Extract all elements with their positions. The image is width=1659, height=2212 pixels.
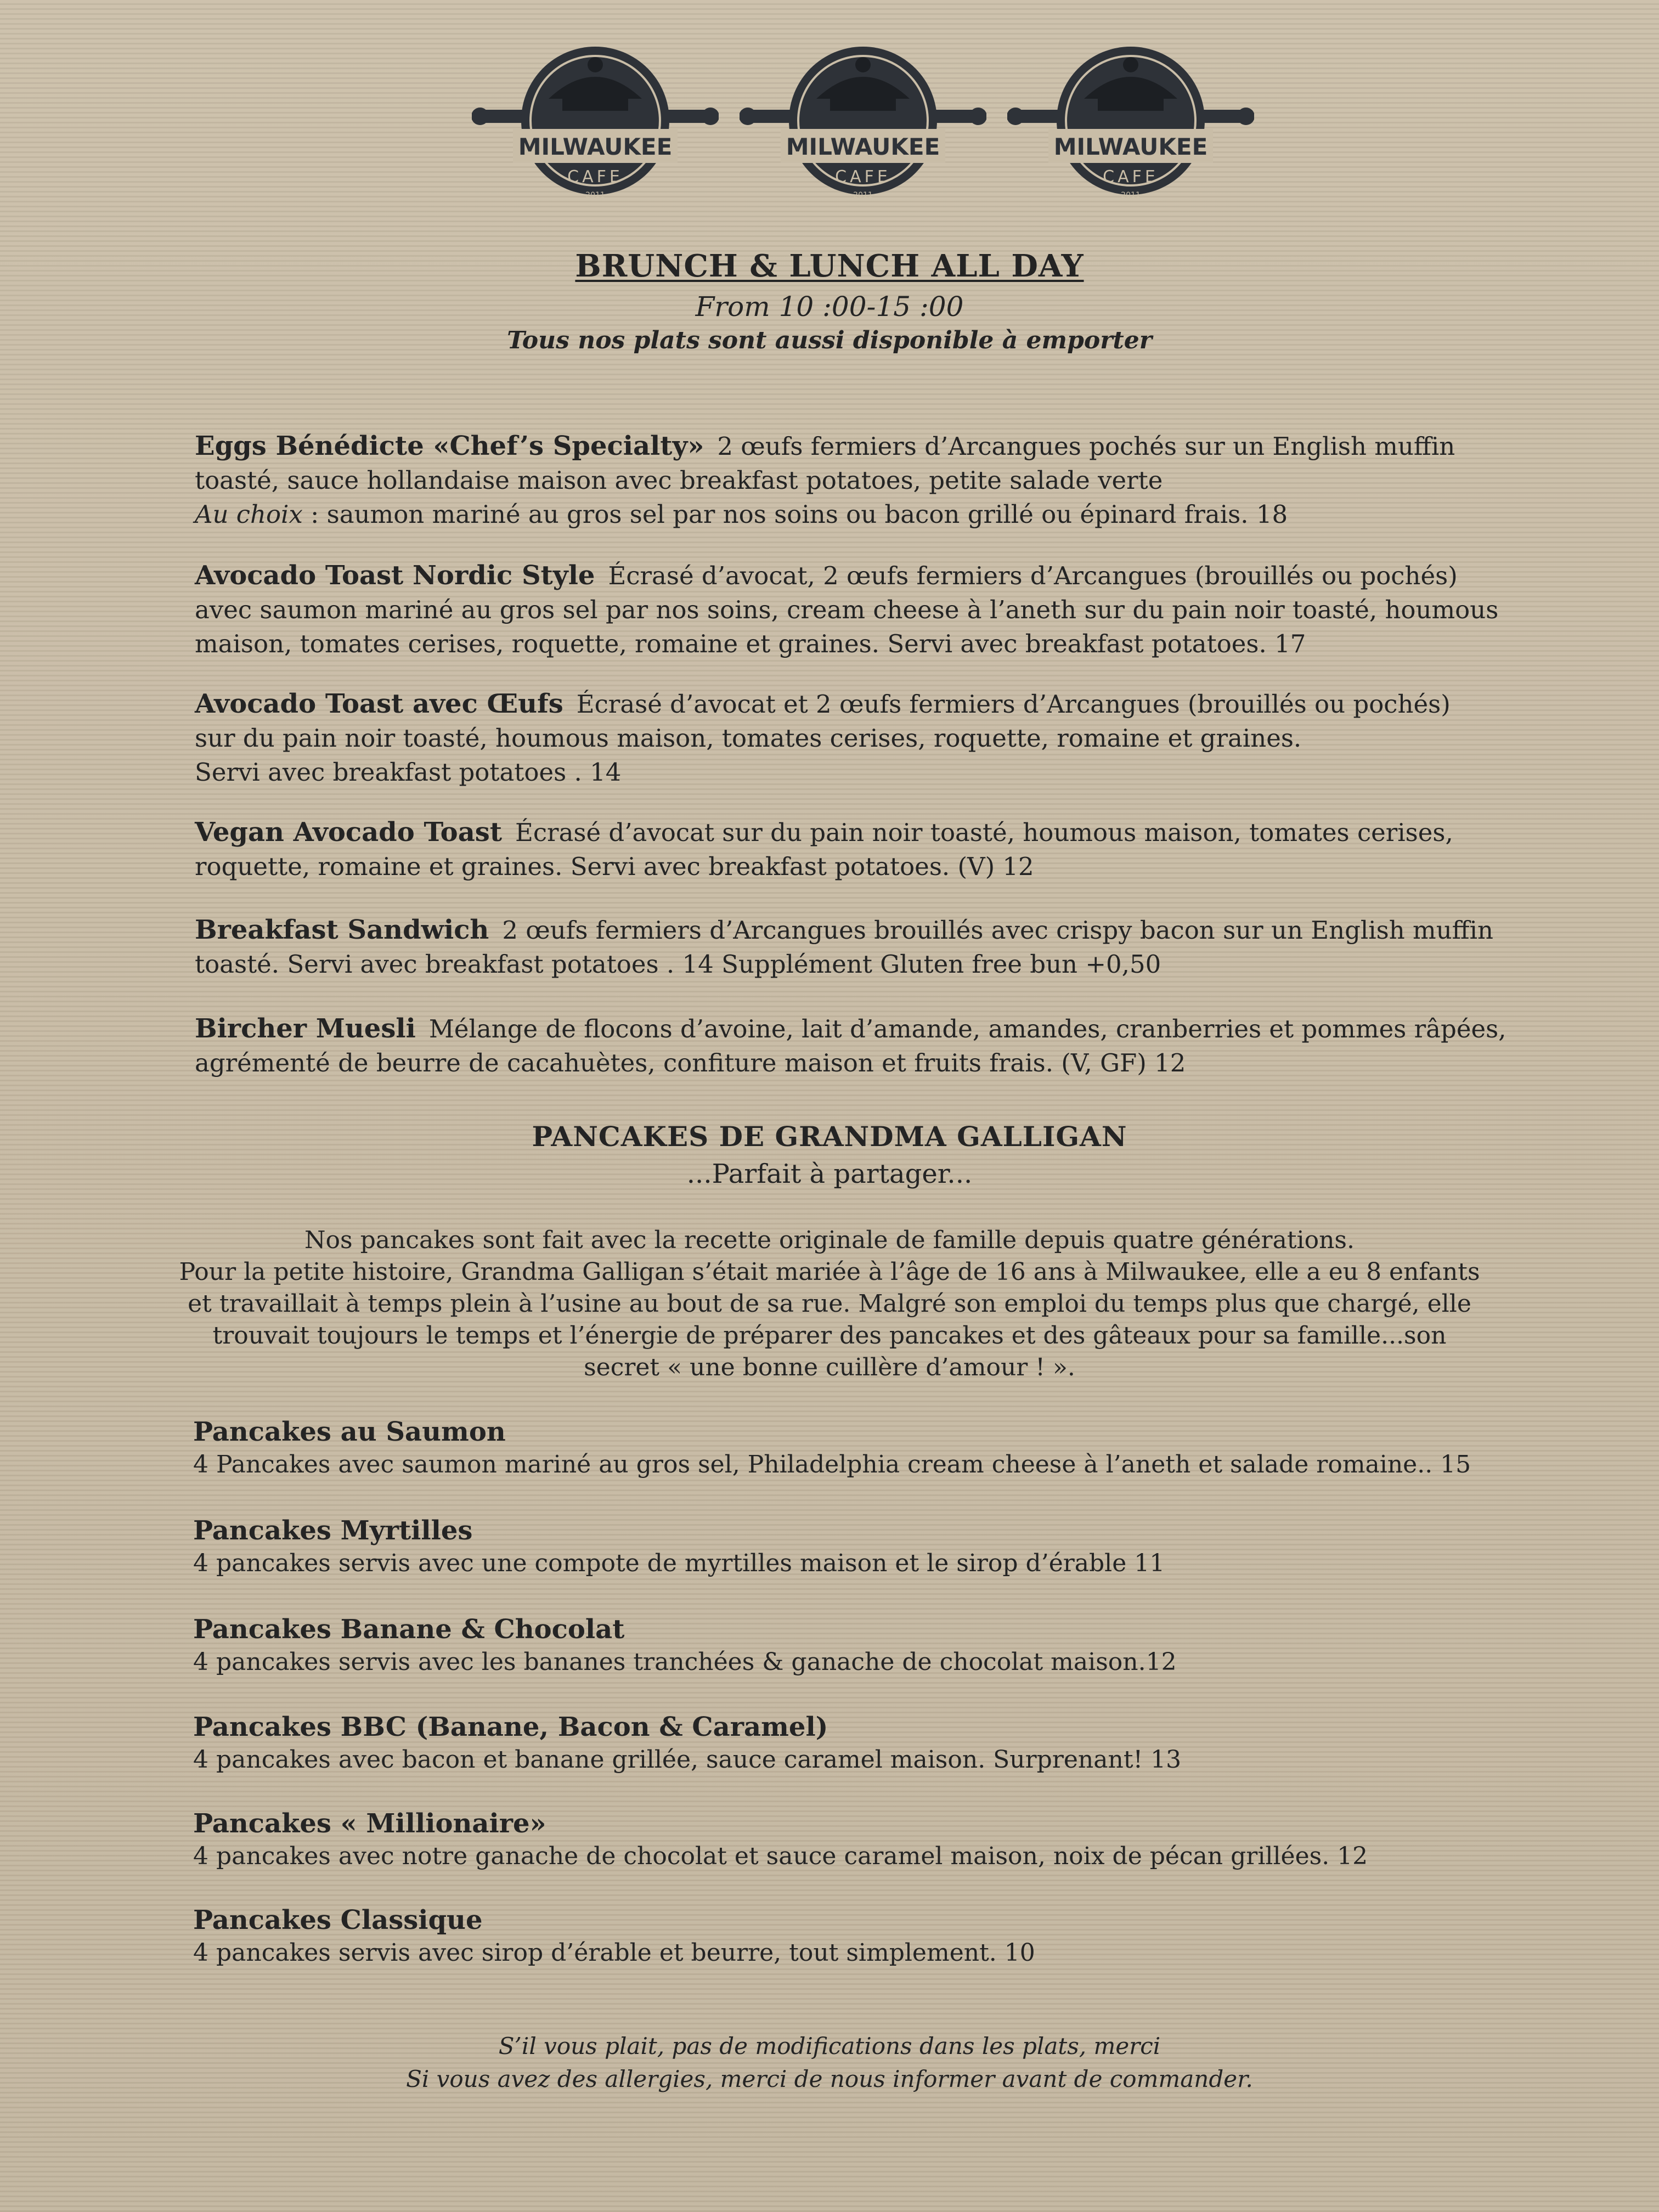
pancake-item-millionaire	[193, 1807, 1554, 1873]
pancake-item-myrtilles	[193, 1514, 1554, 1580]
pancakes-story: Nos pancakes sont fait avec la recette originale de famille depuis quatre générations. Pour la petite histoire, Grandma Galligan s’était mariée à l’âge de 16 ans à Milwaukee, elle a eu 8 enfants et travaillait à temps plein à l’usine au bout de sa rue. Malgré son emploi du temps plus que chargé, elle trouvait toujours le temps et l’énergie de préparer des pancakes et des gâteaux pour sa famille...son secret « une bonne cuillère d’amour ! ».	[179, 1226, 1480, 1381]
svg-text:CAFE: CAFE	[1103, 167, 1159, 187]
logo-row	[0, 38, 1659, 203]
milwaukee-cafe-logo	[1007, 38, 1254, 203]
item-description: 4 Pancakes avec saumon mariné au gros sel, Philadelphia cream cheese à l’aneth et salade romaine.. 15	[193, 1451, 1471, 1479]
svg-text:2011: 2011	[1121, 191, 1141, 200]
svg-text:CAFE: CAFE	[835, 167, 891, 187]
item-name: Pancakes Banane & Chocolat	[193, 1614, 625, 1645]
footer-allergies: Si vous avez des allergies, merci de nous informer avant de commander.	[406, 2066, 1253, 2092]
menu-item-bircher-muesli	[195, 1012, 1544, 1080]
menu-item-vegan-avocado	[195, 815, 1544, 884]
svg-text:2011: 2011	[853, 191, 873, 200]
item-name: Breakfast Sandwich	[195, 915, 489, 945]
item-name: Eggs Bénédicte «Chef’s Specialty»	[195, 431, 704, 461]
milwaukee-cafe-logo	[472, 38, 719, 203]
pancake-item-bbc	[193, 1711, 1554, 1776]
item-name: Avocado Toast Nordic Style	[195, 560, 595, 591]
opening-hours: From 10 :00-15 :00	[695, 291, 964, 323]
item-description: 4 pancakes servis avec une compote de myrtilles maison et le sirop d’érable 11	[193, 1549, 1165, 1577]
pancake-item-classique	[193, 1904, 1554, 1970]
pancakes-section-title: PANCAKES DE GRANDMA GALLIGAN	[532, 1120, 1127, 1153]
item-description: 4 pancakes avec bacon et banane grillée, sauce caramel maison. Surprenant! 13	[193, 1746, 1182, 1774]
item-name: Pancakes au Saumon	[193, 1417, 506, 1447]
choice-label: Au choix	[195, 500, 303, 529]
item-name: Pancakes Classique	[193, 1905, 483, 1936]
item-description: 4 pancakes avec notre ganache de chocolat et sauce caramel maison, noix de pécan grillées. 12	[193, 1842, 1368, 1870]
item-name: Bircher Muesli	[195, 1013, 416, 1044]
item-name: Pancakes Myrtilles	[193, 1515, 473, 1546]
item-description: Écrasé d’avocat et 2 œufs fermiers d’Arcangues (brouillés ou pochés) sur du pain noir toasté, houmous maison, tomates cerises, roquette, romaine et graines. Servi avec breakfast potatoes . 14	[195, 690, 1451, 787]
item-name: Avocado Toast avec Œufs	[195, 689, 563, 719]
svg-text:MILWAUKEE: MILWAUKEE	[786, 133, 940, 160]
item-description: Écrasé d’avocat sur du pain noir toasté, houmous maison, tomates cerises, roquette, romaine et graines. Servi avec breakfast potatoes. (V) 12	[195, 818, 1453, 881]
item-name: Pancakes BBC (Banane, Bacon & Caramel)	[193, 1712, 828, 1742]
item-name: Pancakes « Millionaire»	[193, 1808, 546, 1839]
logo-text: MILWAUKEE	[518, 133, 673, 160]
takeaway-note: Tous nos plats sont aussi disponible à emporter	[507, 326, 1152, 354]
pancakes-section-subtitle: ...Parfait à partager...	[686, 1159, 973, 1189]
menu-item-avocado-nordic	[195, 558, 1544, 661]
item-description: 4 pancakes servis avec sirop d’érable et beurre, tout simplement. 10	[193, 1939, 1035, 1967]
footer-no-modifications: S’il vous plait, pas de modifications dans les plats, merci	[498, 2033, 1161, 2059]
item-description: Écrasé d’avocat, 2 œufs fermiers d’Arcangues (brouillés ou pochés) avec saumon mariné au gros sel par nos soins, cream cheese à l’aneth sur du pain noir toasté, houmous maison, tomates cerises, roquette, romaine et graines. Servi avec breakfast potatoes. 17	[195, 561, 1499, 658]
svg-text:2011: 2011	[585, 191, 605, 200]
footer-notes	[0, 2030, 1659, 2096]
item-description: Mélange de flocons d’avoine, lait d’amande, amandes, cranberries et pommes râpées, agrémenté de beurre de cacahuètes, confiture maison et fruits frais. (V, GF) 12	[195, 1014, 1506, 1077]
svg-text:CAFE: CAFE	[567, 167, 623, 187]
item-description: 2 œufs fermiers d’Arcangues brouillés avec crispy bacon sur un English muffin toasté. Servi avec breakfast potatoes . 14 Supplément Gluten free bun +0,50	[195, 916, 1494, 979]
menu-item-avocado-oeufs	[195, 687, 1544, 789]
menu-item-breakfast-sandwich	[195, 913, 1544, 981]
menu-title: BRUNCH & LUNCH ALL DAY	[575, 248, 1084, 284]
pancake-item-banane-chocolat	[193, 1613, 1554, 1679]
svg-text:MILWAUKEE: MILWAUKEE	[1053, 133, 1208, 160]
item-description: 4 pancakes servis avec les bananes tranchées & ganache de chocolat maison.12	[193, 1648, 1177, 1676]
milwaukee-cafe-logo	[740, 38, 986, 203]
menu-item-eggs-benedicte	[195, 429, 1544, 532]
choice-options: : saumon mariné au gros sel par nos soins ou bacon grillé ou épinard frais. 18	[302, 500, 1288, 529]
item-description: 2 œufs fermiers d’Arcangues pochés sur un English muffin toasté, sauce hollandaise maison avec breakfast potatoes, petite salade verte	[195, 432, 1455, 495]
pancake-item-saumon	[193, 1415, 1554, 1481]
item-name: Vegan Avocado Toast	[195, 817, 502, 848]
